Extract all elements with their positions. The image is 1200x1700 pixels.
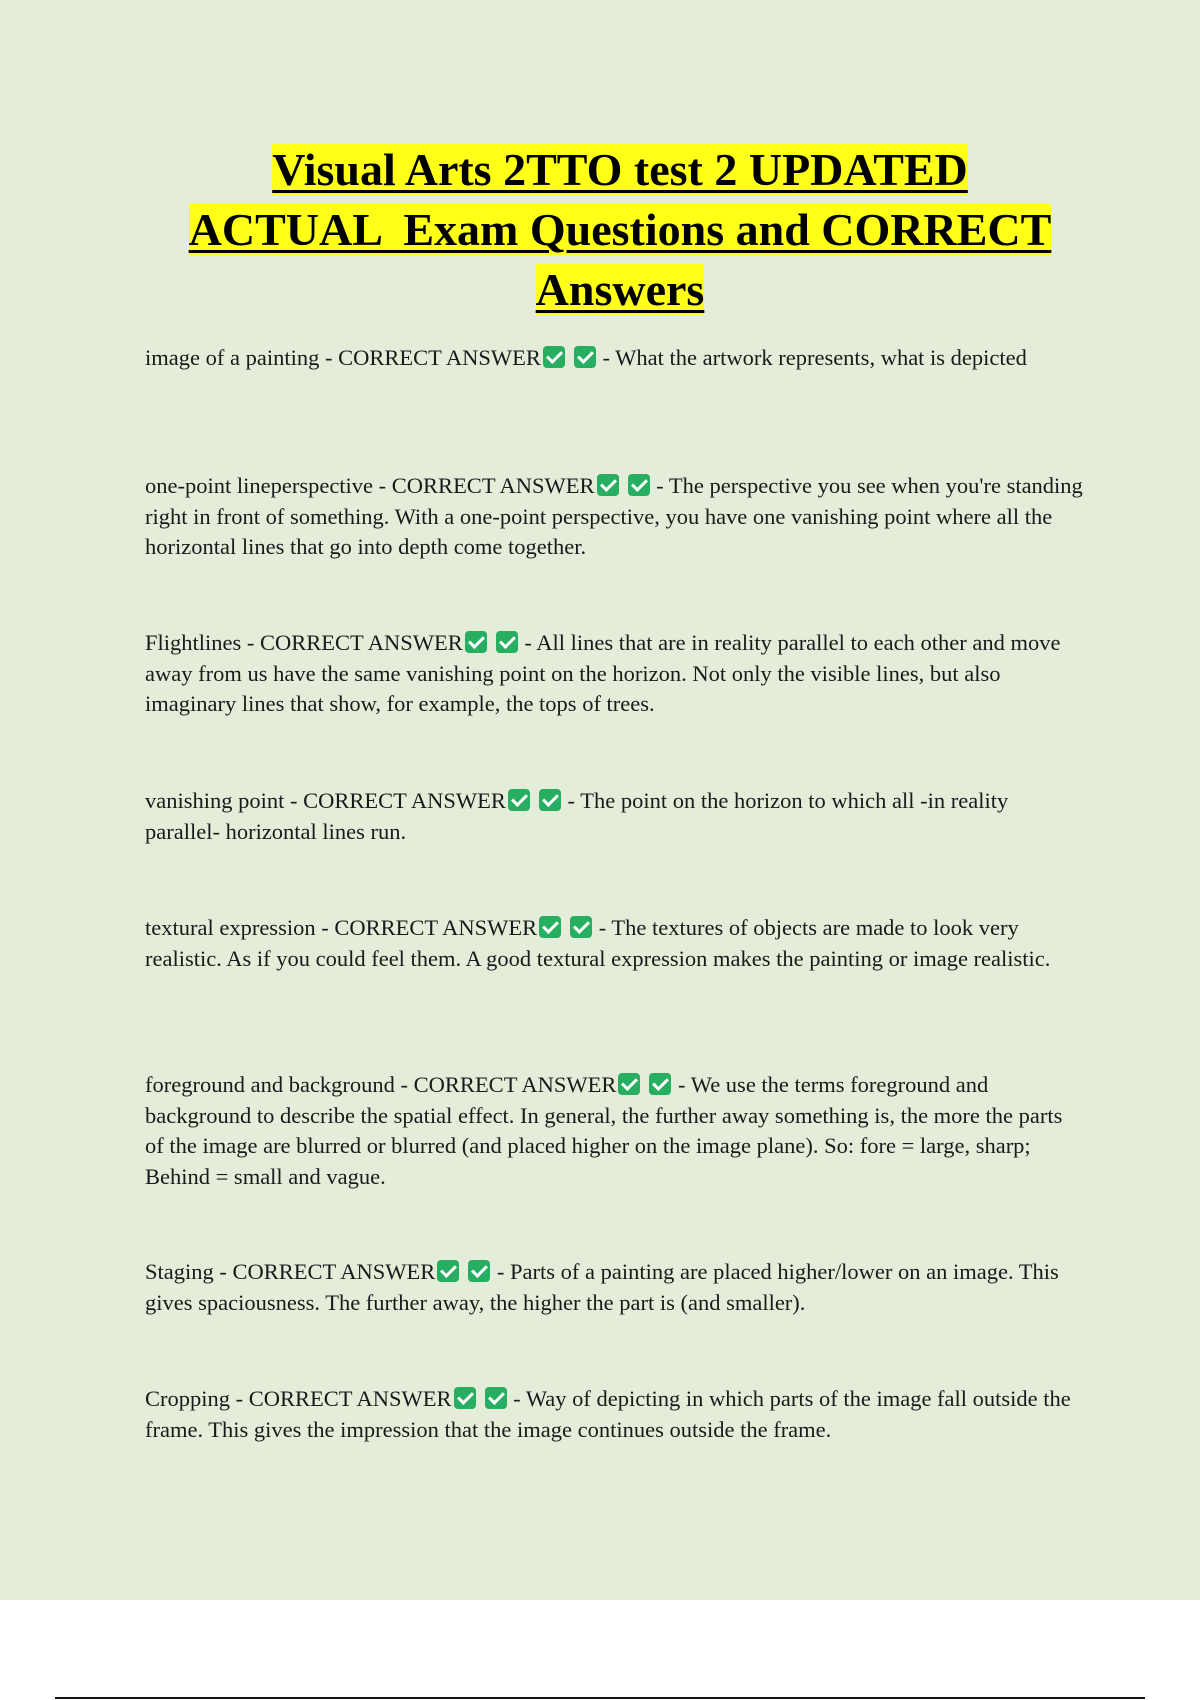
check-mark-button-icon: [649, 1073, 671, 1095]
qa-entry: textural expression - CORRECT ANSWER - The textures of objects are made to look very realistic. As if you could feel them. A good textural expression makes the painting or image realistic.: [145, 915, 1051, 971]
qa-entry: foreground and background - CORRECT ANSWER - We use the terms foreground and background to describe the spatial effect. In general, the further away something is, the more the parts of the image are blurred or blurred (and placed higher on the image plane). So: fore = large, sharp; Behind = small and vague.: [145, 1072, 1063, 1189]
entry-definition: The perspective you see when you're standing right in front of something. With a one-point perspective, you have one vanishing point where all the horizontal lines that go into depth come together.: [145, 473, 1083, 559]
title-line-3: Answers: [535, 264, 705, 315]
check-mark-button-icon: [618, 1073, 640, 1095]
footer-divider: [55, 1697, 1145, 1699]
entry-definition: Parts of a painting are placed higher/lower on an image. This gives spaciousness. The further away, the higher the part is (and smaller).: [145, 1259, 1059, 1315]
document-title: [120, 140, 1120, 320]
answer-marker: CORRECT ANSWER: [303, 788, 506, 813]
title-line-1: Visual Arts 2TTO test 2 UPDATED: [272, 144, 968, 195]
answer-marker: CORRECT ANSWER: [391, 473, 595, 498]
check-mark-button-icon: [570, 916, 592, 938]
qa-entry: Staging - CORRECT ANSWER - Parts of a painting are placed higher/lower on an image. This gives spaciousness. The further away, the higher the part is (and smaller).: [145, 1259, 1059, 1315]
check-mark-button-icon: [597, 474, 619, 496]
answer-marker: CORRECT ANSWER: [334, 915, 538, 940]
qa-entry: Flightlines - CORRECT ANSWER - All lines that are in reality parallel to each other and move away from us have the same vanishing point on the horizon. Not only the visible lines, but also imaginary lines that show, for example, the tops of trees.: [145, 630, 1061, 716]
answer-marker: CORRECT ANSWER: [338, 345, 541, 370]
check-mark-button-icon: [574, 346, 596, 368]
entry-term: Staging: [145, 1259, 214, 1284]
check-mark-button-icon: [437, 1260, 459, 1282]
check-mark-button-icon: [508, 789, 530, 811]
check-mark-button-icon: [454, 1387, 476, 1409]
check-mark-button-icon: [543, 346, 565, 368]
answer-marker: CORRECT ANSWER: [248, 1386, 452, 1411]
entry-term: textural expression: [145, 915, 316, 940]
entry-definition: All lines that are in reality parallel to each other and move away from us have the same vanishing point on the horizon. Not only the visible lines, but also imaginary lines that show, for example, the tops of trees.: [145, 630, 1061, 716]
entry-definition: Way of depicting in which parts of the image fall outside the frame. This gives the impression that the image continues outside the frame.: [145, 1386, 1071, 1442]
entry-term: image of a painting: [145, 345, 320, 370]
entry-definition: What the artwork represents, what is depicted: [615, 345, 1027, 370]
entry-term: Flightlines: [145, 630, 242, 655]
check-mark-button-icon: [468, 1260, 490, 1282]
title-line-2: ACTUAL Exam Questions and CORRECT: [188, 204, 1052, 255]
entry-definition: We use the terms foreground and background to describe the spatial effect. In general, the further away something is, the more the parts of the image are blurred or blurred (and placed higher on the image plane). So: fore = large, sharp; Behind = small and vague.: [145, 1072, 1063, 1189]
check-mark-button-icon: [485, 1387, 507, 1409]
check-mark-button-icon: [628, 474, 650, 496]
entry-term: vanishing point: [145, 788, 285, 813]
qa-entry: one-point lineperspective - CORRECT ANSWER - The perspective you see when you're standing right in front of something. With a one-point perspective, you have one vanishing point where all the horizontal lines that go into depth come together.: [145, 473, 1083, 559]
answer-marker: CORRECT ANSWER: [260, 630, 463, 655]
qa-entry: image of a painting - CORRECT ANSWER - What the artwork represents, what is depicted: [145, 345, 1027, 370]
entry-definition: The point on the horizon to which all -in reality parallel- horizontal lines run.: [145, 788, 1009, 844]
entry-term: foreground and background: [145, 1072, 395, 1097]
entry-definition: The textures of objects are made to look very realistic. As if you could feel them. A good textural expression makes the painting or image realistic.: [145, 915, 1051, 971]
check-mark-button-icon: [539, 789, 561, 811]
check-mark-button-icon: [465, 631, 487, 653]
answer-marker: CORRECT ANSWER: [413, 1072, 617, 1097]
check-mark-button-icon: [496, 631, 518, 653]
check-mark-button-icon: [539, 916, 561, 938]
answer-marker: CORRECT ANSWER: [232, 1259, 436, 1284]
entry-term: Cropping: [145, 1386, 231, 1411]
qa-entry: Cropping - CORRECT ANSWER - Way of depicting in which parts of the image fall outside the frame. This gives the impression that the image continues outside the frame.: [145, 1386, 1071, 1442]
qa-entry: vanishing point - CORRECT ANSWER - The point on the horizon to which all -in reality parallel- horizontal lines run.: [145, 788, 1009, 844]
entry-term: one-point lineperspective: [145, 473, 374, 498]
